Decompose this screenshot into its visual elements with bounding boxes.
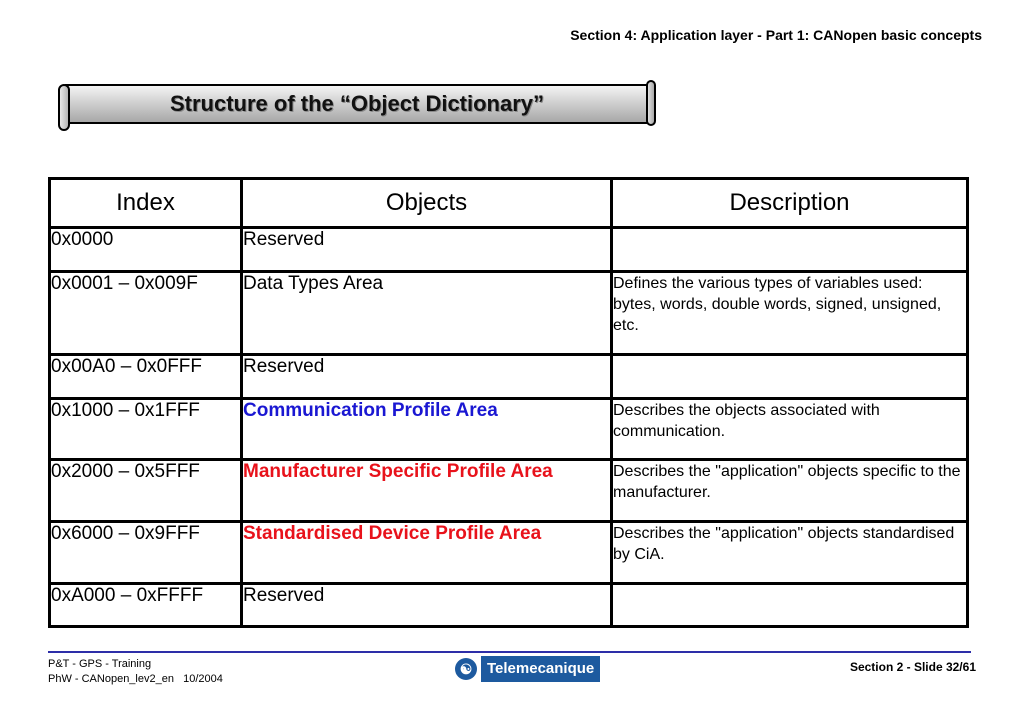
index-cell: 0x1000 – 0x1FFF [50,399,242,460]
table-row [50,584,968,627]
object-cell: Reserved [242,228,612,272]
index-cell: 0xA000 – 0xFFFF [50,584,242,627]
footer-line-2 [48,672,223,687]
section-header: Section 4: Application layer - Part 1: CANopen basic concepts [570,27,982,43]
object-cell: Manufacturer Specific Profile Area [242,460,612,522]
header-objects: Objects [242,179,612,228]
object-cell: Reserved [242,355,612,399]
table-row [50,355,968,399]
description-cell: Describes the "application" objects specific to the manufacturer. [612,460,968,522]
table-row [50,399,968,460]
title-banner [58,80,656,132]
header-index: Index [50,179,242,228]
slide-number: Section 2 - Slide 32/61 [849,660,976,674]
object-dictionary-table [48,177,969,628]
logo-text: Telemecanique [481,656,600,682]
object-cell: Data Types Area [242,272,612,355]
object-cell: Communication Profile Area [242,399,612,460]
footer-divider [48,651,971,653]
description-cell [612,228,968,272]
index-cell: 0x0001 – 0x009F [50,272,242,355]
telemecanique-logo [455,656,600,682]
description-cell: Describes the objects associated with communication. [612,399,968,460]
description-cell [612,584,968,627]
footer-date: 10/2004 [183,673,223,685]
telemecanique-logo-icon: ☯ [455,658,477,680]
table-row [50,460,968,522]
description-cell: Defines the various types of variables used: bytes, words, double words, signed, unsigned, etc. [612,272,968,355]
description-cell: Describes the "application" objects standardised by CiA. [612,522,968,584]
index-cell: 0x2000 – 0x5FFF [50,460,242,522]
index-cell: 0x0000 [50,228,242,272]
description-cell [612,355,968,399]
footer-line-1: P&T - GPS - Training [48,658,152,670]
table-header-row [50,179,968,228]
table-row [50,228,968,272]
table-row [50,272,968,355]
table-row [50,522,968,584]
slide-title: Structure of the “Object Dictionary” [169,91,545,116]
header-description: Description [612,179,968,228]
object-cell: Reserved [242,584,612,627]
index-cell: 0x00A0 – 0x0FFF [50,355,242,399]
object-cell: Standardised Device Profile Area [242,522,612,584]
footer-info [48,657,223,687]
footer-doc-id: PhW - CANopen_lev2_en [48,673,174,685]
index-cell: 0x6000 – 0x9FFF [50,522,242,584]
